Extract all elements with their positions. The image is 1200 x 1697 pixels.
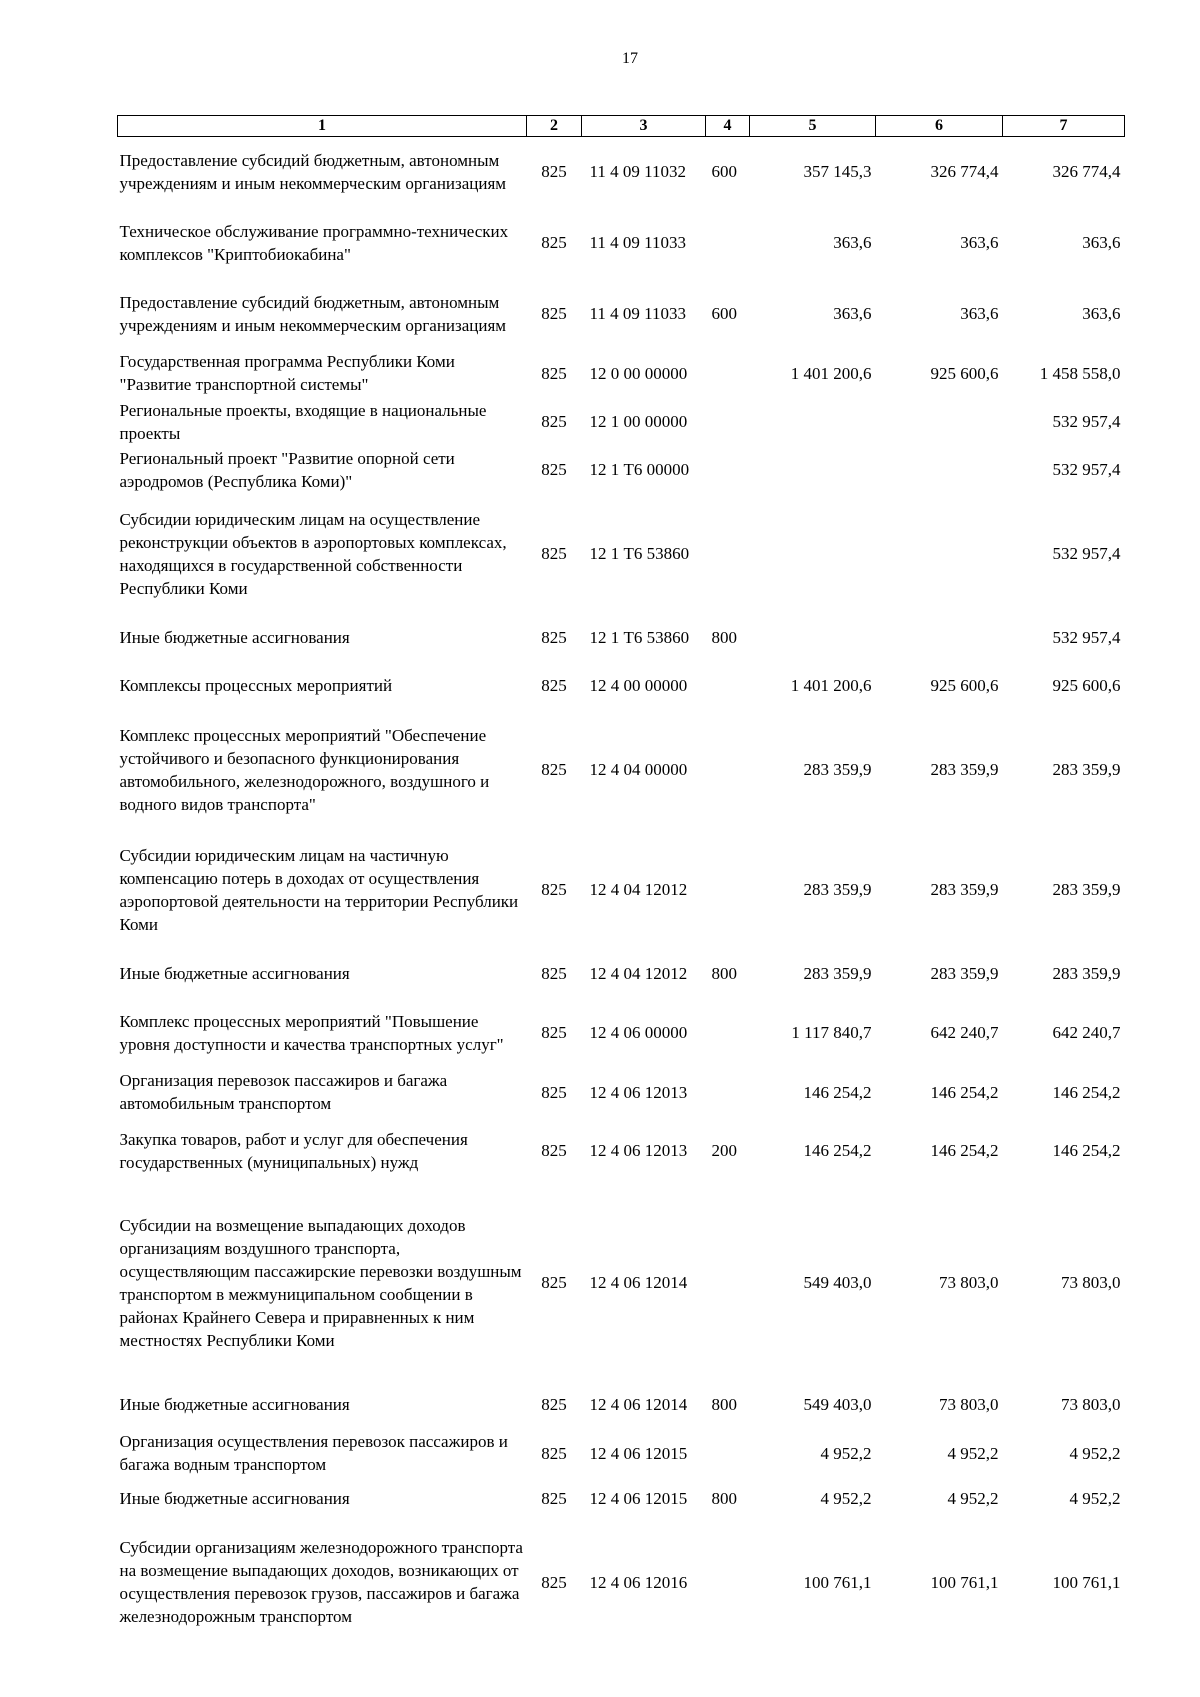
table-row — [118, 349, 1125, 398]
row-csr: 12 1 Т6 53860 — [589, 544, 690, 563]
row-csr: 12 4 00 00000 — [589, 676, 688, 695]
row-name: Субсидии юридическим лицам на осуществление реконструкции объектов в аэропортовых комплексах, находящихся в государственной собственности Республики Коми — [119, 509, 507, 598]
row-vr — [706, 710, 750, 830]
row-vr — [706, 830, 750, 950]
table-row — [118, 1068, 1125, 1117]
row-value-5: 146 254,2 — [803, 1082, 872, 1102]
row-name: Предоставление субсидий бюджетным, автономным учреждениям и иным некоммерческим организациям — [119, 292, 507, 335]
row-csr: 12 4 06 12016 — [589, 1572, 688, 1592]
row-csr: 11 4 09 11033 — [589, 304, 686, 323]
row-name: Комплекс процессных мероприятий "Обеспечение устойчивого и безопасного функционирования автомобильного, железнодорожного, воздушного и водного видов транспорта" — [119, 725, 490, 814]
row-csr: 11 4 09 11033 — [589, 233, 686, 252]
row-value-7: 532 957,4 — [1052, 412, 1121, 431]
header-col-3: 3 — [582, 116, 706, 137]
row-name: Иные бюджетные ассигнования — [119, 1489, 350, 1508]
row-ved: 825 — [541, 964, 567, 983]
row-value-6: 283 359,9 — [930, 964, 999, 983]
row-ved: 825 — [541, 1082, 567, 1102]
page-number: 17 — [622, 50, 638, 67]
table-row — [118, 446, 1125, 494]
row-csr: 12 4 04 12012 — [589, 880, 688, 899]
row-name: Комплексы процессных мероприятий — [119, 676, 393, 695]
row-value-7: 532 957,4 — [1052, 628, 1121, 647]
row-ved: 825 — [541, 1443, 567, 1463]
row-vr: 800 — [711, 1489, 737, 1508]
row-value-7: 363,6 — [1082, 233, 1121, 252]
row-value-5 — [750, 614, 876, 662]
row-csr: 12 4 06 12013 — [589, 1082, 688, 1102]
row-csr: 12 4 06 12014 — [589, 1273, 688, 1292]
row-value-6: 326 774,4 — [930, 162, 999, 182]
row-ved: 825 — [541, 412, 567, 431]
row-value-6: 363,6 — [960, 233, 999, 252]
row-value-6 — [876, 446, 1003, 494]
row-value-7: 283 359,9 — [1052, 880, 1121, 899]
row-value-7: 532 957,4 — [1052, 544, 1121, 563]
table-row — [118, 207, 1125, 279]
row-ved: 825 — [541, 162, 567, 182]
table-row — [118, 494, 1125, 614]
row-csr: 12 4 06 12014 — [589, 1395, 688, 1414]
row-ved: 825 — [541, 1489, 567, 1508]
row-csr: 12 1 00 00000 — [589, 412, 688, 431]
row-ved: 825 — [541, 233, 567, 252]
row-value-7: 73 803,0 — [1061, 1395, 1121, 1414]
row-vr — [706, 398, 750, 446]
row-value-6: 146 254,2 — [930, 1082, 999, 1102]
row-name: Закупка товаров, работ и услуг для обеспечения государственных (муниципальных) нужд — [119, 1129, 468, 1172]
row-vr — [706, 662, 750, 710]
row-value-6: 73 803,0 — [939, 1273, 999, 1292]
header-col-5: 5 — [750, 116, 876, 137]
table-row — [118, 1478, 1125, 1520]
row-value-6: 4 952,2 — [947, 1443, 999, 1463]
row-value-6: 283 359,9 — [930, 880, 999, 899]
row-vr — [706, 446, 750, 494]
row-value-5: 1 401 200,6 — [790, 676, 872, 695]
row-value-5: 100 761,1 — [803, 1572, 872, 1592]
row-ved: 825 — [541, 304, 567, 323]
row-value-7: 73 803,0 — [1061, 1273, 1121, 1292]
table-row — [118, 1381, 1125, 1429]
row-value-6: 925 600,6 — [930, 363, 999, 383]
row-name: Государственная программа Республики Коми "Развитие транспортной системы" — [119, 352, 455, 394]
header-col-4: 4 — [706, 116, 750, 137]
row-ved: 825 — [541, 628, 567, 647]
row-value-5: 1 401 200,6 — [790, 363, 872, 383]
row-value-5: 283 359,9 — [803, 880, 872, 899]
row-value-5: 4 952,2 — [820, 1443, 872, 1463]
row-vr — [706, 998, 750, 1068]
row-vr: 800 — [711, 964, 737, 983]
row-value-5: 283 359,9 — [803, 964, 872, 983]
row-value-6: 73 803,0 — [939, 1395, 999, 1414]
row-csr: 12 4 06 12015 — [589, 1489, 688, 1508]
row-value-7: 146 254,2 — [1052, 1082, 1121, 1102]
header-col-7: 7 — [1003, 116, 1125, 137]
row-vr: 800 — [711, 628, 737, 647]
row-vr — [706, 494, 750, 614]
row-ved: 825 — [541, 1395, 567, 1414]
row-name: Субсидии юридическим лицам на частичную компенсацию потерь в доходах от осуществления аэропортовой деятельности на территории Республики Коми — [119, 845, 519, 934]
row-value-7: 283 359,9 — [1052, 964, 1121, 983]
row-name: Региональный проект "Развитие опорной сети аэродромов (Республика Коми)" — [119, 448, 455, 491]
row-ved: 825 — [541, 676, 567, 695]
row-value-7: 642 240,7 — [1052, 1023, 1121, 1042]
header-col-1: 1 — [118, 116, 527, 137]
row-name: Техническое обслуживание программно-технических комплексов "Криптобиокабина" — [119, 221, 509, 264]
table-row — [118, 398, 1125, 446]
row-ved: 825 — [541, 460, 567, 479]
table-row — [118, 1520, 1125, 1645]
row-csr: 12 1 Т6 00000 — [589, 460, 690, 479]
row-name: Иные бюджетные ассигнования — [119, 964, 350, 983]
table-row — [118, 1117, 1125, 1185]
row-name: Организация перевозок пассажиров и багажа автомобильным транспортом — [119, 1071, 448, 1113]
row-vr — [706, 1520, 750, 1645]
row-name: Региональные проекты, входящие в национальные проекты — [119, 400, 487, 443]
row-ved: 825 — [541, 1273, 567, 1292]
row-vr — [706, 1068, 750, 1117]
row-csr: 11 4 09 11032 — [589, 162, 686, 182]
table-row — [118, 710, 1125, 830]
row-csr: 12 4 06 12015 — [589, 1443, 688, 1463]
row-value-5: 363,6 — [833, 304, 872, 323]
row-value-7: 1 458 558,0 — [1039, 363, 1121, 383]
row-ved: 825 — [541, 760, 567, 779]
row-csr: 12 1 Т6 53860 — [589, 628, 690, 647]
row-value-7: 363,6 — [1082, 304, 1121, 323]
header-col-6: 6 — [876, 116, 1003, 137]
row-value-7: 100 761,1 — [1052, 1572, 1121, 1592]
row-ved: 825 — [541, 880, 567, 899]
row-vr: 800 — [711, 1395, 737, 1414]
table-row — [118, 137, 1125, 207]
row-value-6: 100 761,1 — [930, 1572, 999, 1592]
row-value-7: 326 774,4 — [1052, 162, 1121, 182]
row-value-5: 549 403,0 — [803, 1273, 872, 1292]
budget-table — [117, 115, 1125, 1645]
row-csr: 12 4 06 00000 — [589, 1023, 688, 1042]
row-value-7: 925 600,6 — [1052, 676, 1121, 695]
header-col-2: 2 — [527, 116, 582, 137]
row-value-6: 642 240,7 — [930, 1023, 999, 1042]
row-value-5: 146 254,2 — [803, 1141, 872, 1160]
row-name: Предоставление субсидий бюджетным, автономным учреждениям и иным некоммерческим организациям — [119, 150, 507, 193]
row-name: Комплекс процессных мероприятий "Повышение уровня доступности и качества транспортных услуг" — [119, 1011, 504, 1054]
table-header — [118, 116, 1125, 137]
row-name: Организация осуществления перевозок пассажиров и багажа водным транспортом — [119, 1432, 508, 1474]
row-name: Иные бюджетные ассигнования — [119, 1395, 350, 1414]
row-value-6: 363,6 — [960, 304, 999, 323]
row-csr: 12 4 04 12012 — [589, 964, 688, 983]
row-csr: 12 0 00 00000 — [589, 363, 688, 383]
table-row — [118, 614, 1125, 662]
table-row — [118, 1429, 1125, 1478]
row-value-6: 4 952,2 — [947, 1489, 999, 1508]
row-vr — [706, 349, 750, 398]
row-value-5: 1 117 840,7 — [791, 1023, 872, 1042]
row-csr: 12 4 04 00000 — [589, 760, 688, 779]
row-value-5: 4 952,2 — [820, 1489, 872, 1508]
row-value-5: 283 359,9 — [803, 760, 872, 779]
row-ved: 825 — [541, 544, 567, 563]
row-value-7: 532 957,4 — [1052, 460, 1121, 479]
row-value-5: 357 145,3 — [803, 162, 872, 182]
table-row — [118, 830, 1125, 950]
table-row — [118, 662, 1125, 710]
row-value-5: 363,6 — [833, 233, 872, 252]
row-value-7: 146 254,2 — [1052, 1141, 1121, 1160]
row-csr: 12 4 06 12013 — [589, 1141, 688, 1160]
row-ved: 825 — [541, 363, 567, 383]
row-value-7: 4 952,2 — [1069, 1443, 1121, 1463]
row-value-6 — [876, 398, 1003, 446]
row-value-6 — [876, 614, 1003, 662]
row-value-7: 4 952,2 — [1069, 1489, 1121, 1508]
table-body — [118, 137, 1125, 1645]
row-vr: 200 — [711, 1141, 737, 1160]
row-value-5: 549 403,0 — [803, 1395, 872, 1414]
row-value-5 — [750, 398, 876, 446]
table-row — [118, 1185, 1125, 1381]
table-row — [118, 998, 1125, 1068]
row-vr — [706, 1185, 750, 1381]
row-vr — [706, 207, 750, 279]
row-value-5 — [750, 494, 876, 614]
row-vr — [706, 1429, 750, 1478]
row-value-5 — [750, 446, 876, 494]
row-name: Субсидии организациям железнодорожного транспорта на возмещение выпадающих доходов, возникающих от осуществления перевозок грузов, пассажиров и багажа железнодорожным транспортом — [119, 1538, 523, 1626]
row-name: Иные бюджетные ассигнования — [119, 628, 350, 647]
row-value-7: 283 359,9 — [1052, 760, 1121, 779]
row-ved: 825 — [541, 1023, 567, 1042]
table-row — [118, 279, 1125, 349]
row-value-6 — [876, 494, 1003, 614]
row-vr: 600 — [711, 162, 737, 182]
table-row — [118, 950, 1125, 998]
row-ved: 825 — [541, 1141, 567, 1160]
row-vr: 600 — [711, 304, 737, 323]
row-value-6: 283 359,9 — [930, 760, 999, 779]
row-ved: 825 — [541, 1572, 567, 1592]
row-value-6: 146 254,2 — [930, 1141, 999, 1160]
row-name: Субсидии на возмещение выпадающих доходов организациям воздушного транспорта, осуществляющим пассажирские перевозки воздушным транспортом в межмуниципальном сообщении в районах Крайнего Севера и приравненных к ним местностях Республики Коми — [119, 1215, 522, 1350]
row-value-6: 925 600,6 — [930, 676, 999, 695]
